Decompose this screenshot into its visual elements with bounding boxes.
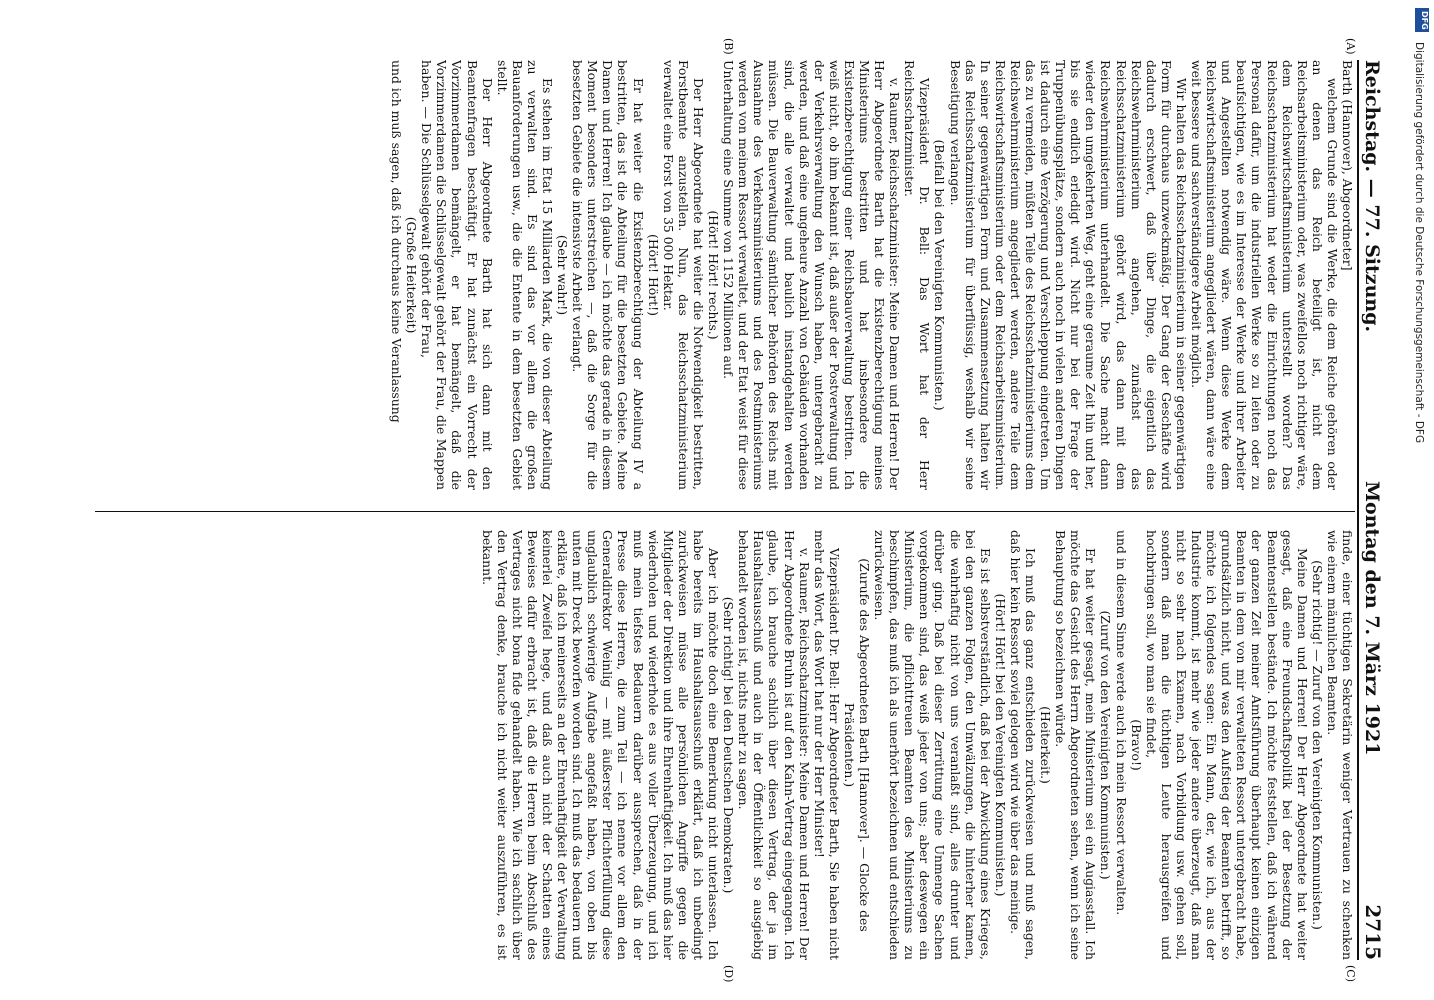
paragraph: Es stehen im Etat 15 Milliarden Mark, die von dieser Abteilung zu verwalten sind. Es sind das vor allem die großen Bauanforderungen usw., die die Entente in dem besetzten Gebiet stellt.: [494, 60, 556, 490]
interjection: (Sehr wahr!): [555, 234, 571, 316]
page-header: [1357, 60, 1395, 960]
margin-marker-b: (B): [722, 38, 735, 55]
page-body: [85, 38, 1357, 983]
paragraph: Vizepräsident Dr. Bell: Herr Abgeordneter Barth, Sie haben nicht mehr das Wort, das Wort hat nur der Herr Minister!: [811, 530, 842, 960]
interjection: (Sehr richtig! — Zuruf von den Vereinigten Kommunisten.): [1309, 560, 1325, 930]
paragraph: Wir halten das Reichsschatzministerium in seiner gegenwärtigen Form für durchaus unzweckmäßig. Der Gang der Geschäfte wird dadurch erschwert, daß über Dinge, die eigentlich das Reichswehrministerium angehen, zunächst das Reichsschatzministerium gehört wird, das dann mit dem Reichswehrministerium unterhandelt. Die Sache macht dann wieder den umgekehrten Weg, geht eine geraume Zeit hin und her, bis sie endlich erledigt wird. Nicht nur bei der Frage der Truppenübungsplätze, sondern auch noch in vielen anderen Dingen ist dadurch eine Verzögerung und Verschleppung eingetreten. Um das zu vermeiden, müßten Teile des Reichsschatzministeriums dem Reichswehrministerium angegliedert werden, andere Teile dem Reichswirtschaftsministerium oder dem Reichsarbeitsministerium. In seiner gegenwärtigen Form und Zusammensetzung halten wir das Reichsschatzministerium für überflüssig, weshalb wir seine Beseitigung verlangen.: [947, 60, 1189, 490]
paragraph: Vizepräsident Dr. Bell: Das Wort hat der Herr Reichsschatzminister.: [902, 60, 933, 490]
paragraph: Der Herr Abgeordnete hat weiter die Notwendigkeit bestritten, Forstbeamte anzustellen. Nun, das Reichsschatzministerium verwaltet eine Forst von 35 000 Hektar.: [660, 60, 706, 490]
column-divider: [95, 511, 1355, 512]
paragraph: Er hat weiter gesagt, mein Ministerium sei ein Augiasstall. Ich möchte das Gesicht des Herrn Abgeordneten sehen, wenn ich seine Behauptung so bezeichnen würde.: [1053, 530, 1099, 960]
paragraph: welchem Grunde sind die Werke, die dem Reiche gehören oder an denen das Reich beteiligt ist, nicht dem Reichsarbeitsministerium oder, was zweifellos noch richtiger wäre, dem Reichswirtschaftsministerium unterstellt worden? Das Reichsschatzministerium hat weder die Einrichtungen noch das Personal dafür, um die industriellen Werke so zu leiten oder zu beaufsichtigen, wie es im Interesse der Werke und ihrer Arbeiter und Angestellten notwendig wäre. Wenn diese Werke dem Reichswirtschaftsministerium angegliedert wären, dann wäre eine weit bessere und sachverständigere Arbeit möglich.: [1189, 60, 1340, 490]
paragraph: und in diesem Sinne werde auch ich mein Ressort verwalten.: [1113, 530, 1129, 916]
paragraph: Barth (Hannover), Abgeordneter]: [1340, 60, 1355, 271]
paragraph: und ich muß sagen, daß ich durchaus keine Veranlassung: [389, 60, 405, 423]
header-left: Reichstag. — 77. Sitzung.: [1361, 60, 1383, 333]
logo-text: DFG: [1420, 10, 1429, 30]
credit-text: Digitalisierung gefördert durch die Deutsche Forschungsgemeinschaft - DFG: [1413, 42, 1425, 444]
page-number: 2715: [1361, 904, 1385, 960]
paragraph: Der Herr Abgeordnete Barth hat sich dann mit den Beamtenfragen beschäftigt. Er hat zunächst ein Vorrecht der Vorzimmerdamen bemängelt, er hat bemängelt, daß die Vorzimmerdamen die Schlüsselgewalt gehört der Frau, die Mappen haben. — Die Schlüsselgewalt gehört der Frau,: [419, 60, 495, 490]
interjection: (Große Heiterkeit): [404, 216, 420, 334]
interjection: (Sehr richtig! bei den Deutschen Demokraten.): [721, 596, 737, 894]
header-center: Montag den 7. März 1921: [1361, 481, 1383, 756]
side-credit: [1409, 8, 1431, 988]
paragraph: v. Raumer, Reichsschatzminister: Meine Damen und Herren! Der Herr Abgeordnete Barth hat die Existenzberechtigung meines Ministeriums bestritten und hat insbesondere die Existenzberechtigung einer Reichsbauverwaltung bestritten. Ich weiß nicht, ob ihm bekannt ist, daß außer der Postverwaltung und der Verkehrsverwaltung den Wunsch haben, untergebracht zu werden, und daß eine ungeheure Anzahl von Gebäuden vorhanden sind, die alle verwaltet und baulich instandgehalten werden müssen. Die Bauverwaltung sämtlicher Behörden des Reichs mit Ausnahme des Verkehrsministeriums und des Postministeriums werden von meinem Ressort verwaltet, und der Etat weist für diese Unterhaltung eine Summe von 1152 Millionen auf.: [721, 60, 903, 490]
paragraph: finde, einer tüchtigen Sekretärin weniger Vertrauen zu schenken wie einem männlichen Beamten.: [1324, 530, 1355, 960]
interjection: (Hört! Hört!): [645, 234, 661, 316]
left-column: [95, 60, 1355, 490]
paragraph: Meine Damen und Herren! Der Herr Abgeordnete hat weiter gesagt, daß eine Freundschaftspolitik bei der Besetzung der Beamtenstellen bestände. Ich möchte feststellen, daß ich während der ganzen Zeit meiner Amtsführung überhaupt keinen einzigen Beamten in dem von mir verwalteten Ressort untergebracht habe, grundsätzlich nicht, und was den Aufstieg der Beamten betrifft, so möchte ich folgendes sagen: Ein Mann, der, wie ich, aus der Industrie kommt, ist mehr wie jeder andere überzeugt, daß man nicht so sehr nach Examen, nach Vorbildung usw. gehen soll, sondern daß man die tüchtigen Leute herausgreifen und hochbringen soll, wo man sie findet,: [1143, 530, 1310, 960]
paragraph: Es ist selbstverständlich, daß bei der Abwicklung eines Krieges, bei den ganzen Folgen, den Umwälzungen, die hinterher kamen, die wahrhaftig nicht von uns veranlaßt sind, alles drunter und drüber ging. Daß bei dieser Zerrüttung eine Unmenge Sachen vorgekommen sind, das weiß jeder von uns; aber deswegen ein Ministerium, die pflichttreuen Beamten des Ministeriums zu beschimpfen, das muß ich als unerhört bezeichnen und entschieden zurückweisen.: [872, 530, 993, 960]
right-column: [95, 530, 1355, 960]
interjection: (Bravo!): [1128, 719, 1144, 771]
paragraph: v. Raumer, Reichsschatzminister: Meine Damen und Herren! Der Herr Abgeordnete Bruhn ist auf den Kahn-Vertrag eingegangen. Ich glaube, ich brauche sachlich über diesen Vertrag, der ja im Haushaltsausschuß und auch in der Öffentlichkeit so ausgiebig behandelt worden ist, nichts mehr zu sagen.: [736, 530, 812, 960]
interjection: (Heiterkeit.): [1038, 706, 1054, 784]
interjection: (Hört! Hört! bei den Vereinigten Kommunisten.): [992, 593, 1008, 897]
interjection: (Hört! Hört! rechts.): [706, 210, 722, 340]
paragraph: Er hat weiter die Existenzberechtigung der Abteilung IV a bestritten, das ist die Abteilung für die besetzten Gebiete. Meine Damen und Herren! Ich glaube — ich möchte das gerade in diesem Moment besonders unterstreichen —, daß die Sorge für die besetzten Gebiete die intensivste Arbeit verlangt.: [570, 60, 646, 490]
paragraph: Ich muß das ganz entschieden zurückweisen und muß sagen, daß hier kein Ressort soviel gelogen wird wie über das meinige.: [1007, 530, 1039, 960]
interjection: (Beifall bei den Vereinigten Kommunisten.): [932, 139, 948, 411]
newspaper-sheet: [85, 38, 1395, 983]
paragraph: Aber ich möchte doch eine Bemerkung nicht unterlassen. Ich habe bereits im Haushaltsausschuß erklärt, daß ich unbedingt zurückweisen müsse alle persönlichen Angriffe gegen die Mitglieder der Direktion und ihre Ehrenhaftigkeit. Ich muß das hier wiederholen und wiederhole es aus voller Überzeugung, und ich muß mein tiefstes Bedauern darüber aussprechen, daß in der Presse diese Herren, die zum Teil — ich nenne vor allem den Generaldirektor Weinlig — mit äußerster Pflichterfüllung diese unglaublich schwierige Aufgabe angefaßt haben, von oben bis unten mit Dreck beworfen worden sind. Ich muß das bedauern und erkläre, daß ich meinerseits an der Ehrenhaftigkeit der Verwaltung keinerlei Zweifel hege, und daß auch nicht der Schatten eines Beweises dafür erbracht ist, daß die Herren beim Abschluß des Vertrages nicht bona fide gehandelt haben. Wie ich sachlich über den Vertrag denke, brauche ich nicht weiter auszuführen, es ist bekannt.: [479, 530, 722, 960]
margin-marker-c: (C): [1344, 965, 1357, 982]
margin-marker-d: (D): [722, 965, 735, 983]
interjection: (Zurufe des Abgeordneten Barth [Hannover]. — Glocke des Präsidenten.): [841, 558, 872, 932]
interjection: (Zuruf von den Vereinigten Kommunisten.): [1098, 610, 1114, 880]
margin-marker-a: (A): [1344, 38, 1357, 55]
